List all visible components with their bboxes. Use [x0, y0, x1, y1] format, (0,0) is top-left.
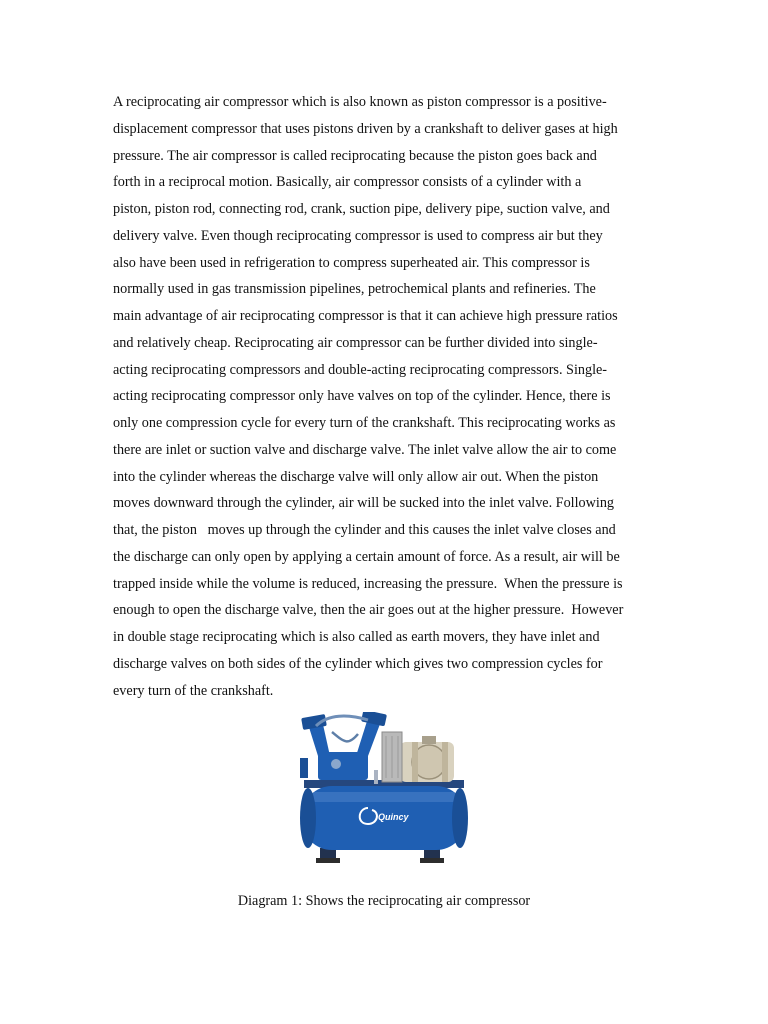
- paragraph-line: acting reciprocating compressors and double-acting reciprocating compressors. Single-: [113, 361, 608, 378]
- paragraph-line: acting reciprocating compressor only have valves on top of the cylinder. Hence, there is: [113, 388, 611, 405]
- air-compressor-figure: [288, 712, 480, 867]
- paragraph-line: displacement compressor that uses pistons driven by a crankshaft to deliver gases at high: [113, 120, 618, 137]
- quincy-logo-text: Quincy: [378, 812, 409, 822]
- tank-end-right: [452, 788, 468, 848]
- paragraph-line: pressure. The air compressor is called reciprocating because the piston goes back and: [113, 147, 597, 164]
- motor-fins: [412, 742, 418, 782]
- tank-valve: [374, 770, 378, 784]
- paragraph-line: in double stage reciprocating which is also called as earth movers, they have inlet and: [113, 629, 600, 645]
- motor-junction-box: [422, 736, 436, 744]
- paragraph-line: there are inlet or suction valve and discharge valve. The inlet valve allow the air to come: [113, 441, 617, 458]
- air-compressor-image: [288, 712, 480, 867]
- paragraph-line: into the cylinder whereas the discharge valve will only allow air out. When the piston: [113, 468, 599, 485]
- tank-end-left: [300, 788, 316, 848]
- pressure-gauge: [331, 759, 341, 769]
- paragraph-line: that, the piston moves up through the cylinder and this causes the inlet valve closes and: [113, 522, 616, 538]
- paragraph-line: trapped inside while the volume is reduced, increasing the pressure. When the pressure is: [113, 575, 623, 592]
- figure-caption: Diagram 1: Shows the reciprocating air compressor: [237, 893, 531, 909]
- paragraph-line: A reciprocating air compressor which is also known as piston compressor is a positive-: [113, 94, 607, 110]
- foot-pad-right: [420, 858, 444, 863]
- paragraph-line: the discharge can only open by applying a certain amount of force. As a result, air will be: [113, 548, 620, 565]
- paragraph-line: every turn of the crankshaft.: [113, 682, 274, 699]
- paragraph-line: enough to open the discharge valve, then the air goes out at the higher pressure. However: [113, 602, 624, 619]
- paragraph-line: and relatively cheap. Reciprocating air compressor can be further divided into single-: [113, 334, 598, 351]
- foot-pad-left: [316, 858, 340, 863]
- paragraph-line: moves downward through the cylinder, air will be sucked into the inlet valve. Following: [113, 495, 615, 512]
- paragraph-line: also have been used in refrigeration to compress superheated air. This compressor is: [113, 254, 590, 271]
- paragraph-line: discharge valves on both sides of the cylinder which gives two compression cycles for: [113, 655, 603, 672]
- discharge-pipe: [332, 732, 358, 741]
- paragraph-line: only one compression cycle for every turn of the crankshaft. This reciprocating works as: [113, 415, 616, 431]
- motor-fins: [442, 742, 448, 782]
- paragraph-line: delivery valve. Even though reciprocating compressor is used to compress air but they: [113, 227, 603, 244]
- paragraph-line: forth in a reciprocal motion. Basically, air compressor consists of a cylinder with a: [113, 174, 582, 191]
- paragraph-line: normally used in gas transmission pipelines, petrochemical plants and refineries. The: [113, 281, 596, 298]
- paragraph-line: piston, piston rod, connecting rod, crank, suction pipe, delivery pipe, suction valve, and: [113, 201, 610, 217]
- pump-crankcase: [318, 752, 368, 780]
- tank-highlight: [310, 792, 458, 802]
- paragraph-line: main advantage of air reciprocating compressor is that it can achieve high pressure ratios: [113, 308, 618, 324]
- air-filter: [300, 758, 308, 778]
- body-paragraph: [113, 89, 658, 704]
